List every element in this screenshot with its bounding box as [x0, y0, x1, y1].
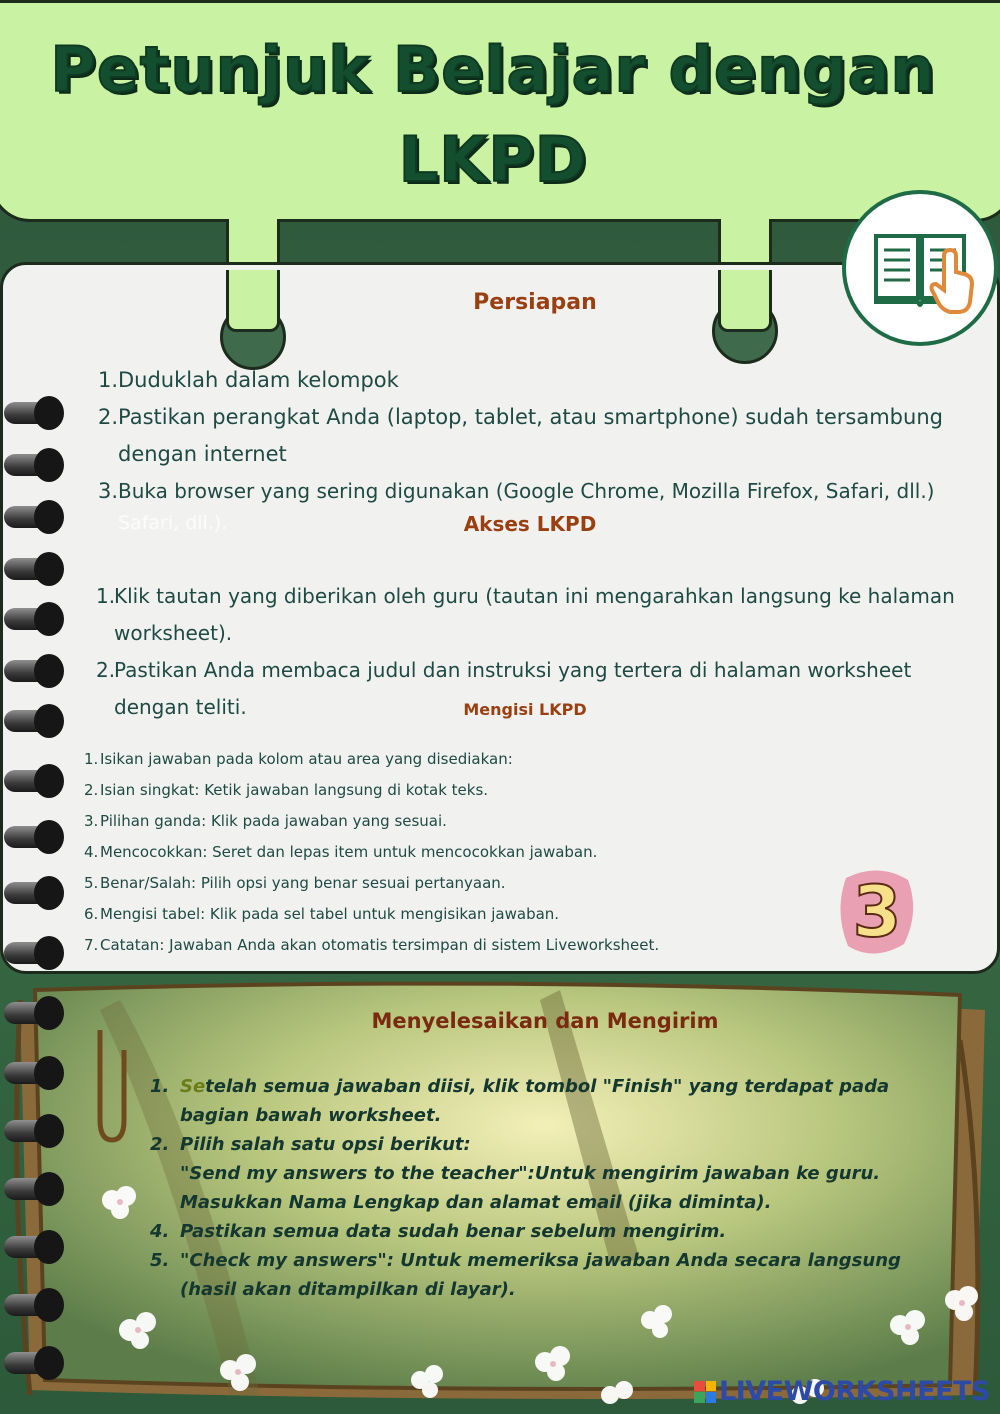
faded-text: Safari, dll.). — [118, 512, 228, 534]
list-item-text: Buka browser yang sering digunakan (Google Chrome, Mozilla Firefox, Safari, dll.) — [118, 479, 935, 503]
list-sub-line — [150, 1188, 940, 1217]
spiral-coil — [4, 454, 58, 476]
title-card — [0, 0, 1000, 222]
list-item — [84, 868, 844, 899]
list-item-number: 2. — [84, 781, 99, 799]
list-item-number: 2. — [96, 658, 116, 682]
spiral-coil — [4, 1062, 58, 1084]
page-number-badge — [838, 868, 916, 956]
spiral-coil — [4, 1178, 58, 1200]
list-item-number: 3. — [84, 812, 99, 830]
spiral-coil — [4, 942, 58, 964]
spiral-coil — [4, 506, 58, 528]
spiral-coil — [4, 710, 58, 732]
liveworksheets-logo-icon — [694, 1381, 716, 1403]
left-tab-end — [226, 270, 280, 332]
list-item-number: 6. — [84, 905, 99, 923]
highlight-text: Se — [180, 1076, 206, 1097]
list-item-number: 3. — [98, 479, 119, 503]
spiral-coil — [4, 608, 58, 630]
list-item — [150, 1072, 940, 1130]
spiral-coil — [4, 882, 58, 904]
list-item-text: Isikan jawaban pada kolom atau area yang disediakan: — [100, 750, 513, 768]
open-book-hand-pointer-icon — [846, 194, 994, 342]
list-item-text: Isian singkat: Ketik jawaban langsung di kotak teks. — [100, 781, 489, 799]
brand-name: LIVEWORKSHEETS — [719, 1376, 990, 1407]
list-item — [84, 744, 844, 775]
spiral-coil — [4, 558, 58, 580]
list-item — [84, 837, 844, 868]
spiral-coil — [4, 660, 58, 682]
section-title-persiapan: Persiapan — [473, 290, 597, 315]
list-item-text: Masukkan Nama Lengkap dan alamat email (jika diminta). — [180, 1192, 772, 1213]
list-item-text: telah semua jawaban diisi, klik tombol "Finish" yang terdapat pada bagian bawah worksheet. — [180, 1076, 890, 1126]
list-item-text: Pilihan ganda: Klik pada jawaban yang sesuai. — [100, 812, 447, 830]
list-item — [98, 399, 988, 473]
list-item — [84, 930, 844, 961]
list-item-number: 1. — [84, 750, 99, 768]
list-item-number: 2. — [150, 1134, 170, 1155]
list-item-text: "Send my answers to the teacher":Untuk mengirim jawaban ke guru. — [180, 1163, 881, 1184]
spiral-coil — [4, 1294, 58, 1316]
list-item — [150, 1130, 940, 1159]
menyelesaikan-list — [150, 1072, 940, 1304]
list-item-text: Pilih salah satu opsi berikut: — [180, 1134, 471, 1155]
list-item — [150, 1217, 940, 1246]
list-item-number: 1. — [96, 584, 116, 608]
page-title-line1: Petunjuk Belajar dengan — [50, 33, 936, 106]
page-title — [33, 25, 953, 205]
page-number: 3 — [852, 871, 902, 953]
list-item-text: "Check my answers": Untuk memeriksa jawaban Anda secara langsung (hasil akan ditampilkan di layar). — [180, 1250, 901, 1300]
list-item — [84, 775, 844, 806]
persiapan-list — [98, 362, 988, 510]
list-sub-line — [150, 1159, 940, 1188]
section-title-mengisi: Mengisi LKPD — [463, 700, 587, 719]
list-item-number: 1. — [150, 1076, 170, 1097]
right-tab-end — [718, 270, 772, 332]
list-item-number: 4. — [150, 1221, 170, 1242]
list-item-text: Catatan: Jawaban Anda akan otomatis tersimpan di sistem Liveworksheet. — [100, 936, 660, 954]
spiral-coil — [4, 1002, 58, 1024]
book-icon-badge — [842, 190, 998, 346]
list-item-text: Mencocokkan: Seret dan lepas item untuk mencocokkan jawaban. — [100, 843, 598, 861]
list-item-number: 7. — [84, 936, 99, 954]
list-item-text: Pastikan semua data sudah benar sebelum mengirim. — [180, 1221, 727, 1242]
list-item-number: 5. — [150, 1250, 170, 1271]
spiral-coil — [4, 1120, 58, 1142]
list-item — [96, 578, 992, 652]
list-item — [150, 1246, 940, 1304]
list-item — [84, 806, 844, 837]
list-item-text: Mengisi tabel: Klik pada sel tabel untuk mengisikan jawaban. — [100, 905, 560, 923]
liveworksheets-logo[interactable] — [694, 1376, 990, 1407]
mengisi-list — [84, 744, 844, 961]
list-item-text: Klik tautan yang diberikan oleh guru (tautan ini mengarahkan langsung ke halaman worksheet). — [114, 584, 955, 645]
list-item — [98, 473, 988, 510]
list-item-number: 1. — [98, 368, 119, 392]
list-item-text: Pastikan perangkat Anda (laptop, tablet, atau smartphone) sudah tersambung dengan internet — [118, 405, 943, 466]
list-item-text: Benar/Salah: Pilih opsi yang benar sesuai pertanyaan. — [100, 874, 506, 892]
spiral-coil — [4, 1352, 58, 1374]
section-title-menyelesaikan: Menyelesaikan dan Mengirim — [371, 1009, 719, 1033]
list-item-number: 4. — [84, 843, 99, 861]
spiral-coil — [4, 1236, 58, 1258]
list-item-number: 2. — [98, 405, 119, 429]
list-item — [84, 899, 844, 930]
list-item-text: Duduklah dalam kelompok — [118, 368, 399, 392]
spiral-coil — [4, 770, 58, 792]
page-title-line2: LKPD — [398, 123, 588, 196]
list-item — [98, 362, 988, 399]
spiral-coil — [4, 402, 58, 424]
spiral-coil — [4, 826, 58, 848]
list-item-text: Pastikan Anda membaca judul dan instruksi yang tertera di halaman worksheet dengan teliti. — [114, 658, 912, 719]
section-title-akses: Akses LKPD — [463, 512, 597, 536]
list-item-number: 5. — [84, 874, 99, 892]
